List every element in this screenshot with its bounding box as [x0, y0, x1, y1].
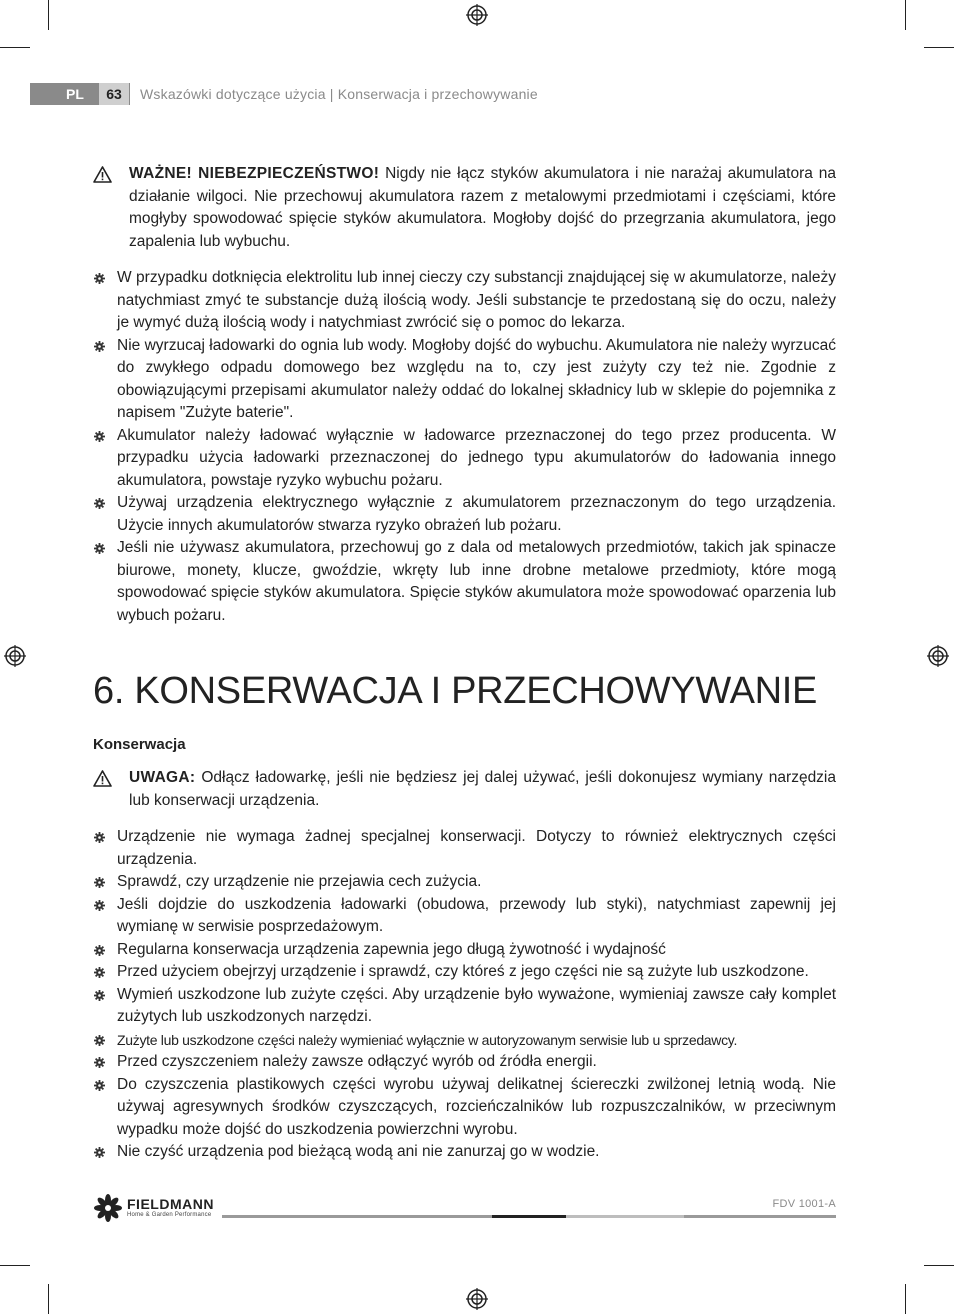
bullet-gear-icon	[94, 877, 105, 888]
list-item	[93, 871, 836, 894]
list-item-text: Akumulator należy ładować wyłącznie w ładowarce przeznaczonej do tego przez producenta. W przypadku użycia ładowarki przeznaczonej do jednego typu akumulatorów do ładowania innego akumulatora, powstaje ryzyko wybuchu pożaru.	[117, 426, 836, 489]
warning-block-2	[93, 767, 836, 812]
list-item-text: Używaj urządzenia elektrycznego wyłącznie z akumulatorem przeznaczonym do tego urządzenia. Użycie innych akumulatorów stwarza ryzyko obrażeń lub pożaru.	[117, 494, 836, 534]
registration-mark-icon	[466, 1288, 488, 1310]
list-item	[93, 1074, 836, 1142]
bullet-gear-icon	[94, 1035, 105, 1046]
bullet-gear-icon	[94, 900, 105, 911]
list-item-text: W przypadku dotknięcia elektrolitu lub innej cieczy czy substancji znajdującej się w akumulatorze, należy natychmiast zmyć te substancje dużą ilością wody. Jeśli substancje te przedostaną się do oczu, należy je wymyć dużą ilością wody i natychmiast zwrócić się o pomoc do lekarza.	[117, 269, 836, 331]
warning-triangle-icon	[93, 770, 112, 787]
brand-logo	[93, 1194, 214, 1222]
list-item	[93, 826, 836, 871]
bullet-gear-icon	[94, 1057, 105, 1068]
list-item	[93, 425, 836, 493]
list-item-text: Regularna konserwacja urządzenia zapewnia jego długą żywotność i wydajność	[117, 940, 666, 958]
header-title: Wskazówki dotyczące użycia | Konserwacja i przechowywanie	[140, 86, 538, 102]
list-item-text: Urządzenie nie wymaga żadnej specjalnej konserwacji. Dotyczy to również elektrycznych części urządzenia.	[117, 828, 836, 868]
section-subtitle: Konserwacja	[93, 736, 186, 753]
crop-mark	[48, 0, 49, 30]
registration-mark-icon	[466, 4, 488, 26]
page-number: 63	[99, 83, 129, 105]
list-item	[93, 537, 836, 627]
bullet-gear-icon	[94, 543, 105, 554]
brand-name: FIELDMANN	[127, 1196, 214, 1212]
footer-line	[222, 1215, 492, 1218]
bullet-gear-icon	[94, 431, 105, 442]
bullet-list-2	[93, 826, 836, 1164]
list-item	[93, 939, 836, 962]
section-title: 6. KONSERWACJA I PRZECHOWYWANIE	[93, 670, 818, 712]
bullet-gear-icon	[94, 990, 105, 1001]
crop-mark	[0, 47, 30, 48]
bullet-gear-icon	[94, 945, 105, 956]
bullet-gear-icon	[94, 1147, 105, 1158]
brand-tagline: Home & Garden Performance	[127, 1212, 212, 1218]
language-label: PL	[66, 86, 84, 102]
registration-mark-icon	[4, 645, 26, 667]
bullet-list-1	[93, 267, 836, 627]
list-item-text: Przed użyciem obejrzyj urządzenie i sprawdź, czy któreś z jego części nie są zużyte lub uszkodzone.	[117, 963, 809, 980]
warning-block-1	[93, 163, 836, 253]
list-item-text: Jeśli dojdzie do uszkodzenia ładowarki (obudowa, przewody lub styki), natychmiast zapewnij jej wymianę w serwisie posprzedażowym.	[117, 895, 836, 935]
bullet-gear-icon	[94, 273, 105, 284]
warning-body: Odłącz ładowarkę, jeśli nie będziesz jej dalej używać, jeśli dokonujesz wymiany narzędzia lub konserwacji urządzenia.	[129, 769, 836, 809]
crop-mark	[924, 1265, 954, 1266]
list-item-text: Sprawdź, czy urządzenie nie przejawia cech zużycia.	[117, 873, 482, 890]
list-item	[93, 492, 836, 537]
footer-line	[566, 1215, 684, 1218]
warning-body: Nigdy nie łącz styków akumulatora i nie narażaj akumulatora na działanie wilgoci. Nie przechowuj akumulatora razem z metalowymi przedmiotami i częściami, które mogłyby spowodować spięcie styków akumulatora. Mogłoby dojść do przegrzania akumulatora, jego zapalenia lub wybuchu.	[129, 165, 837, 250]
warning-text	[93, 163, 836, 253]
warning-triangle-icon	[93, 166, 112, 183]
model-number: FDV 1001-A	[772, 1198, 836, 1210]
list-item-text: Przed czyszczeniem należy zawsze odłączyć wyrób od źródła energii.	[117, 1053, 597, 1070]
warning-text	[93, 767, 836, 812]
list-item	[93, 267, 836, 335]
bullet-gear-icon	[94, 1080, 105, 1091]
bullet-gear-icon	[94, 341, 105, 352]
crop-mark	[905, 1284, 906, 1314]
list-item-text: Jeśli nie używasz akumulatora, przechowuj go z dala od metalowych przedmiotów, takich jak spinacze biurowe, monety, klucze, gwoździe, wkręty lub inne drobne metalowe przedmioty, które mogą spowodować spięcie styków akumulatora. Spięcie styków akumulatora może spowodować oparzenia lub wybuch pożaru.	[117, 539, 836, 624]
warning-label: UWAGA:	[129, 769, 196, 786]
list-item	[93, 1141, 836, 1164]
list-item	[93, 894, 836, 939]
list-item	[93, 335, 836, 425]
crop-mark	[905, 0, 906, 30]
list-item-text: Nie czyść urządzenia pod bieżącą wodą ani nie zanurzaj go w wodzie.	[117, 1143, 600, 1160]
list-item	[93, 1029, 836, 1052]
list-item	[93, 1051, 836, 1074]
list-item	[93, 984, 836, 1029]
list-item-text: Zużyte lub uszkodzone części należy wymieniać wyłącznie w autoryzowanym serwisie lub u sprzedawcy.	[117, 1031, 738, 1048]
bullet-gear-icon	[94, 498, 105, 509]
crop-mark	[48, 1284, 49, 1314]
bullet-gear-icon	[94, 832, 105, 843]
footer-line	[492, 1215, 566, 1218]
list-item-text: Nie wyrzucaj ładowarki do ognia lub wody. Mogłoby dojść do wybuchu. Akumulatora nie należy wyrzucać do zwykłego odpadu domowego bez względu na to, czy jest zużyty czy też nie. Zgodnie z obowiązującymi przepisami akumulator należy oddać do lokalnej składnicy lub w sklepie do pojemnika z napisem "Zużyte baterie".	[117, 336, 836, 421]
list-item-text: Wymień uszkodzone lub zużyte części. Aby urządzenie było wyważone, wymieniaj zawsze cały komplet zużytych lub uszkodzonych narzędzi.	[117, 985, 836, 1025]
list-item-text: Do czyszczenia plastikowych części wyrobu używaj delikatnej ściereczki zwilżonej letnią wodą. Nie używaj agresywnych środków czyszczących, rozcieńczalników lub rozpuszczalników, w przeciwnym wypadku może dojść do uszkodzenia powierzchni wyrobu.	[117, 1075, 836, 1138]
list-item	[93, 961, 836, 984]
fieldmann-logo-icon	[93, 1194, 123, 1222]
warning-label: WAŻNE! NIEBEZPIECZEŃSTWO!	[129, 165, 380, 182]
crop-mark	[924, 47, 954, 48]
footer-line	[684, 1215, 836, 1218]
registration-mark-icon	[927, 645, 949, 667]
crop-mark	[0, 1265, 30, 1266]
bullet-gear-icon	[94, 967, 105, 978]
